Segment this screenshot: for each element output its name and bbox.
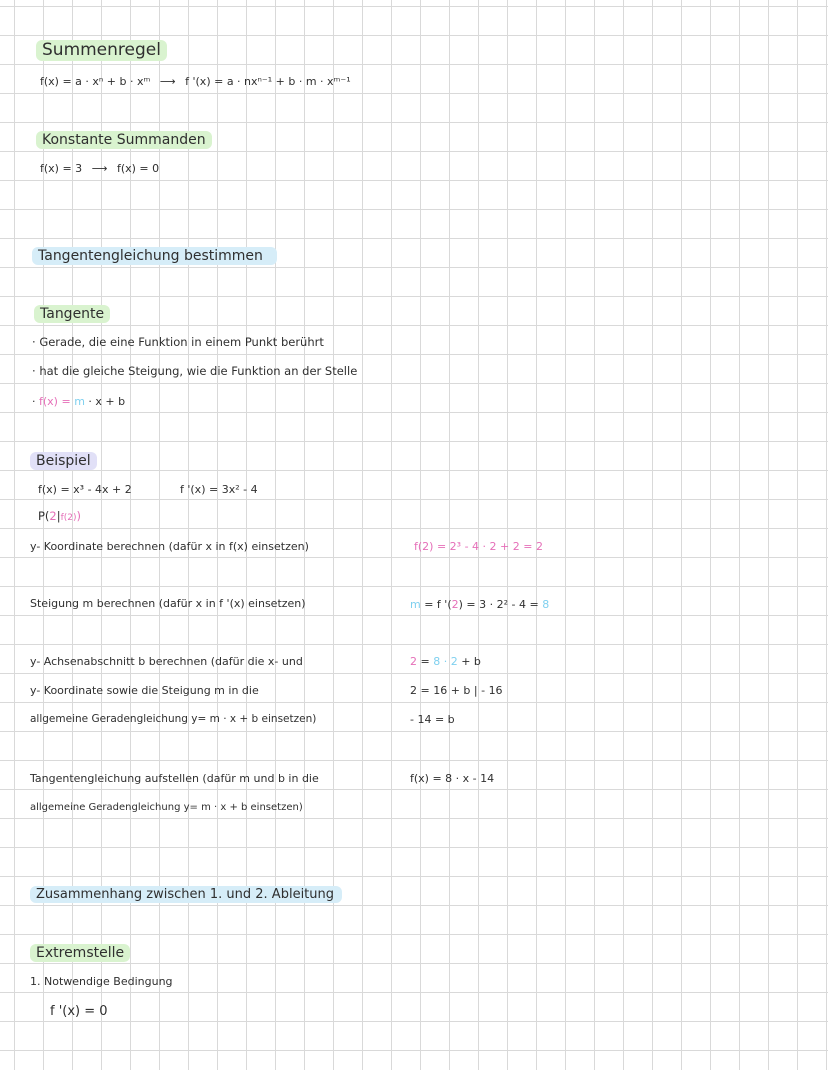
point-close: ) bbox=[76, 509, 82, 523]
step3-line-3: allgemeine Geradengleichung y= m · x + b einsetzen) bbox=[30, 713, 317, 725]
beispiel-derivative: f '(x) = 3x² - 4 bbox=[180, 483, 258, 496]
step2-x: 2 bbox=[451, 598, 459, 611]
beispiel-point bbox=[38, 511, 81, 523]
tangente-bullet-3: · f(x) = m · x + b bbox=[32, 395, 126, 408]
step3-result-1 bbox=[410, 656, 481, 667]
step3-r1-b: = bbox=[417, 655, 434, 668]
point-x: 2 bbox=[49, 509, 57, 523]
konstante-left: f(x) = 3 bbox=[40, 162, 83, 175]
step3-line-2: y- Koordinate sowie die Steigung m in die bbox=[30, 684, 259, 697]
heading-zusammenhang: Zusammenhang zwischen 1. und 2. Ableitung bbox=[30, 886, 342, 903]
konstante-formula bbox=[40, 163, 159, 174]
extremstelle-condition: 1. Notwendige Bedingung bbox=[30, 975, 173, 988]
step1-text: y- Koordinate berechnen (dafür x in f(x) einsetzen) bbox=[30, 540, 309, 553]
step2-m: m bbox=[410, 598, 421, 611]
tangente-bullet-2: · hat die gleiche Steigung, wie die Funktion an der Stelle bbox=[32, 364, 358, 378]
heading-summenregel: Summenregel bbox=[36, 40, 167, 61]
tangente-bullet-2-text: hat die gleiche Steigung, wie die Funktion an der Stelle bbox=[39, 364, 358, 378]
step2-result bbox=[410, 599, 549, 610]
heading-extremstelle: Extremstelle bbox=[30, 944, 130, 962]
heading-konstante-summanden: Konstante Summanden bbox=[36, 131, 212, 149]
arrow-icon: ⟶ bbox=[91, 162, 108, 175]
point-sep: | bbox=[56, 509, 61, 523]
heading-tangente: Tangente bbox=[34, 305, 110, 323]
step3-r1-d: + b bbox=[457, 655, 481, 668]
step1-result: f(2) = 2³ - 4 · 2 + 2 = 2 bbox=[414, 540, 543, 553]
step3-r1-a: 2 bbox=[410, 655, 417, 668]
step2-text: Steigung m berechnen (dafür x in f '(x) einsetzen) bbox=[30, 597, 306, 610]
tangente-bullet-1-text: Gerade, die eine Funktion in einem Punkt berührt bbox=[39, 335, 324, 349]
arrow-icon: ⟶ bbox=[159, 75, 176, 88]
step4-line-2: allgemeine Geradengleichung y= m · x + b einsetzen) bbox=[30, 802, 303, 813]
tangente-m: m bbox=[74, 395, 85, 408]
beispiel-function: f(x) = x³ - 4x + 2 bbox=[38, 483, 132, 496]
extremstelle-formula: f '(x) = 0 bbox=[50, 1004, 108, 1019]
step2-rest: ) = 3 · 2² - 4 = bbox=[458, 598, 543, 611]
konstante-right: f(x) = 0 bbox=[116, 162, 160, 175]
point-fx: f(2) bbox=[60, 513, 77, 523]
step3-r1-c: 8 · 2 bbox=[433, 655, 458, 668]
tangente-rest: · x + b bbox=[88, 395, 126, 408]
step3-line-1: y- Achsenabschnitt b berechnen (dafür die x- und bbox=[30, 655, 303, 668]
step2-mid: = f '( bbox=[420, 598, 452, 611]
summenregel-left: f(x) = a · xⁿ + b · xᵐ bbox=[40, 75, 151, 88]
heading-tangentengleichung: Tangentengleichung bestimmen bbox=[32, 247, 277, 265]
summenregel-formula bbox=[40, 76, 351, 87]
step3-result-2: 2 = 16 + b | - 16 bbox=[410, 684, 503, 697]
step4-result: f(x) = 8 · x - 14 bbox=[410, 772, 495, 785]
step3-result-3: - 14 = b bbox=[410, 713, 455, 726]
step4-line-1: Tangentengleichung aufstellen (dafür m und b in die bbox=[30, 772, 319, 785]
summenregel-right: f '(x) = a · nxⁿ⁻¹ + b · m · xᵐ⁻¹ bbox=[185, 75, 351, 88]
point-p: P( bbox=[38, 509, 50, 523]
heading-beispiel: Beispiel bbox=[30, 452, 97, 470]
step2-val: 8 bbox=[542, 598, 550, 611]
tangente-f-of-x: f(x) = bbox=[39, 395, 71, 408]
tangente-bullet-1: · Gerade, die eine Funktion in einem Punkt berührt bbox=[32, 335, 324, 349]
